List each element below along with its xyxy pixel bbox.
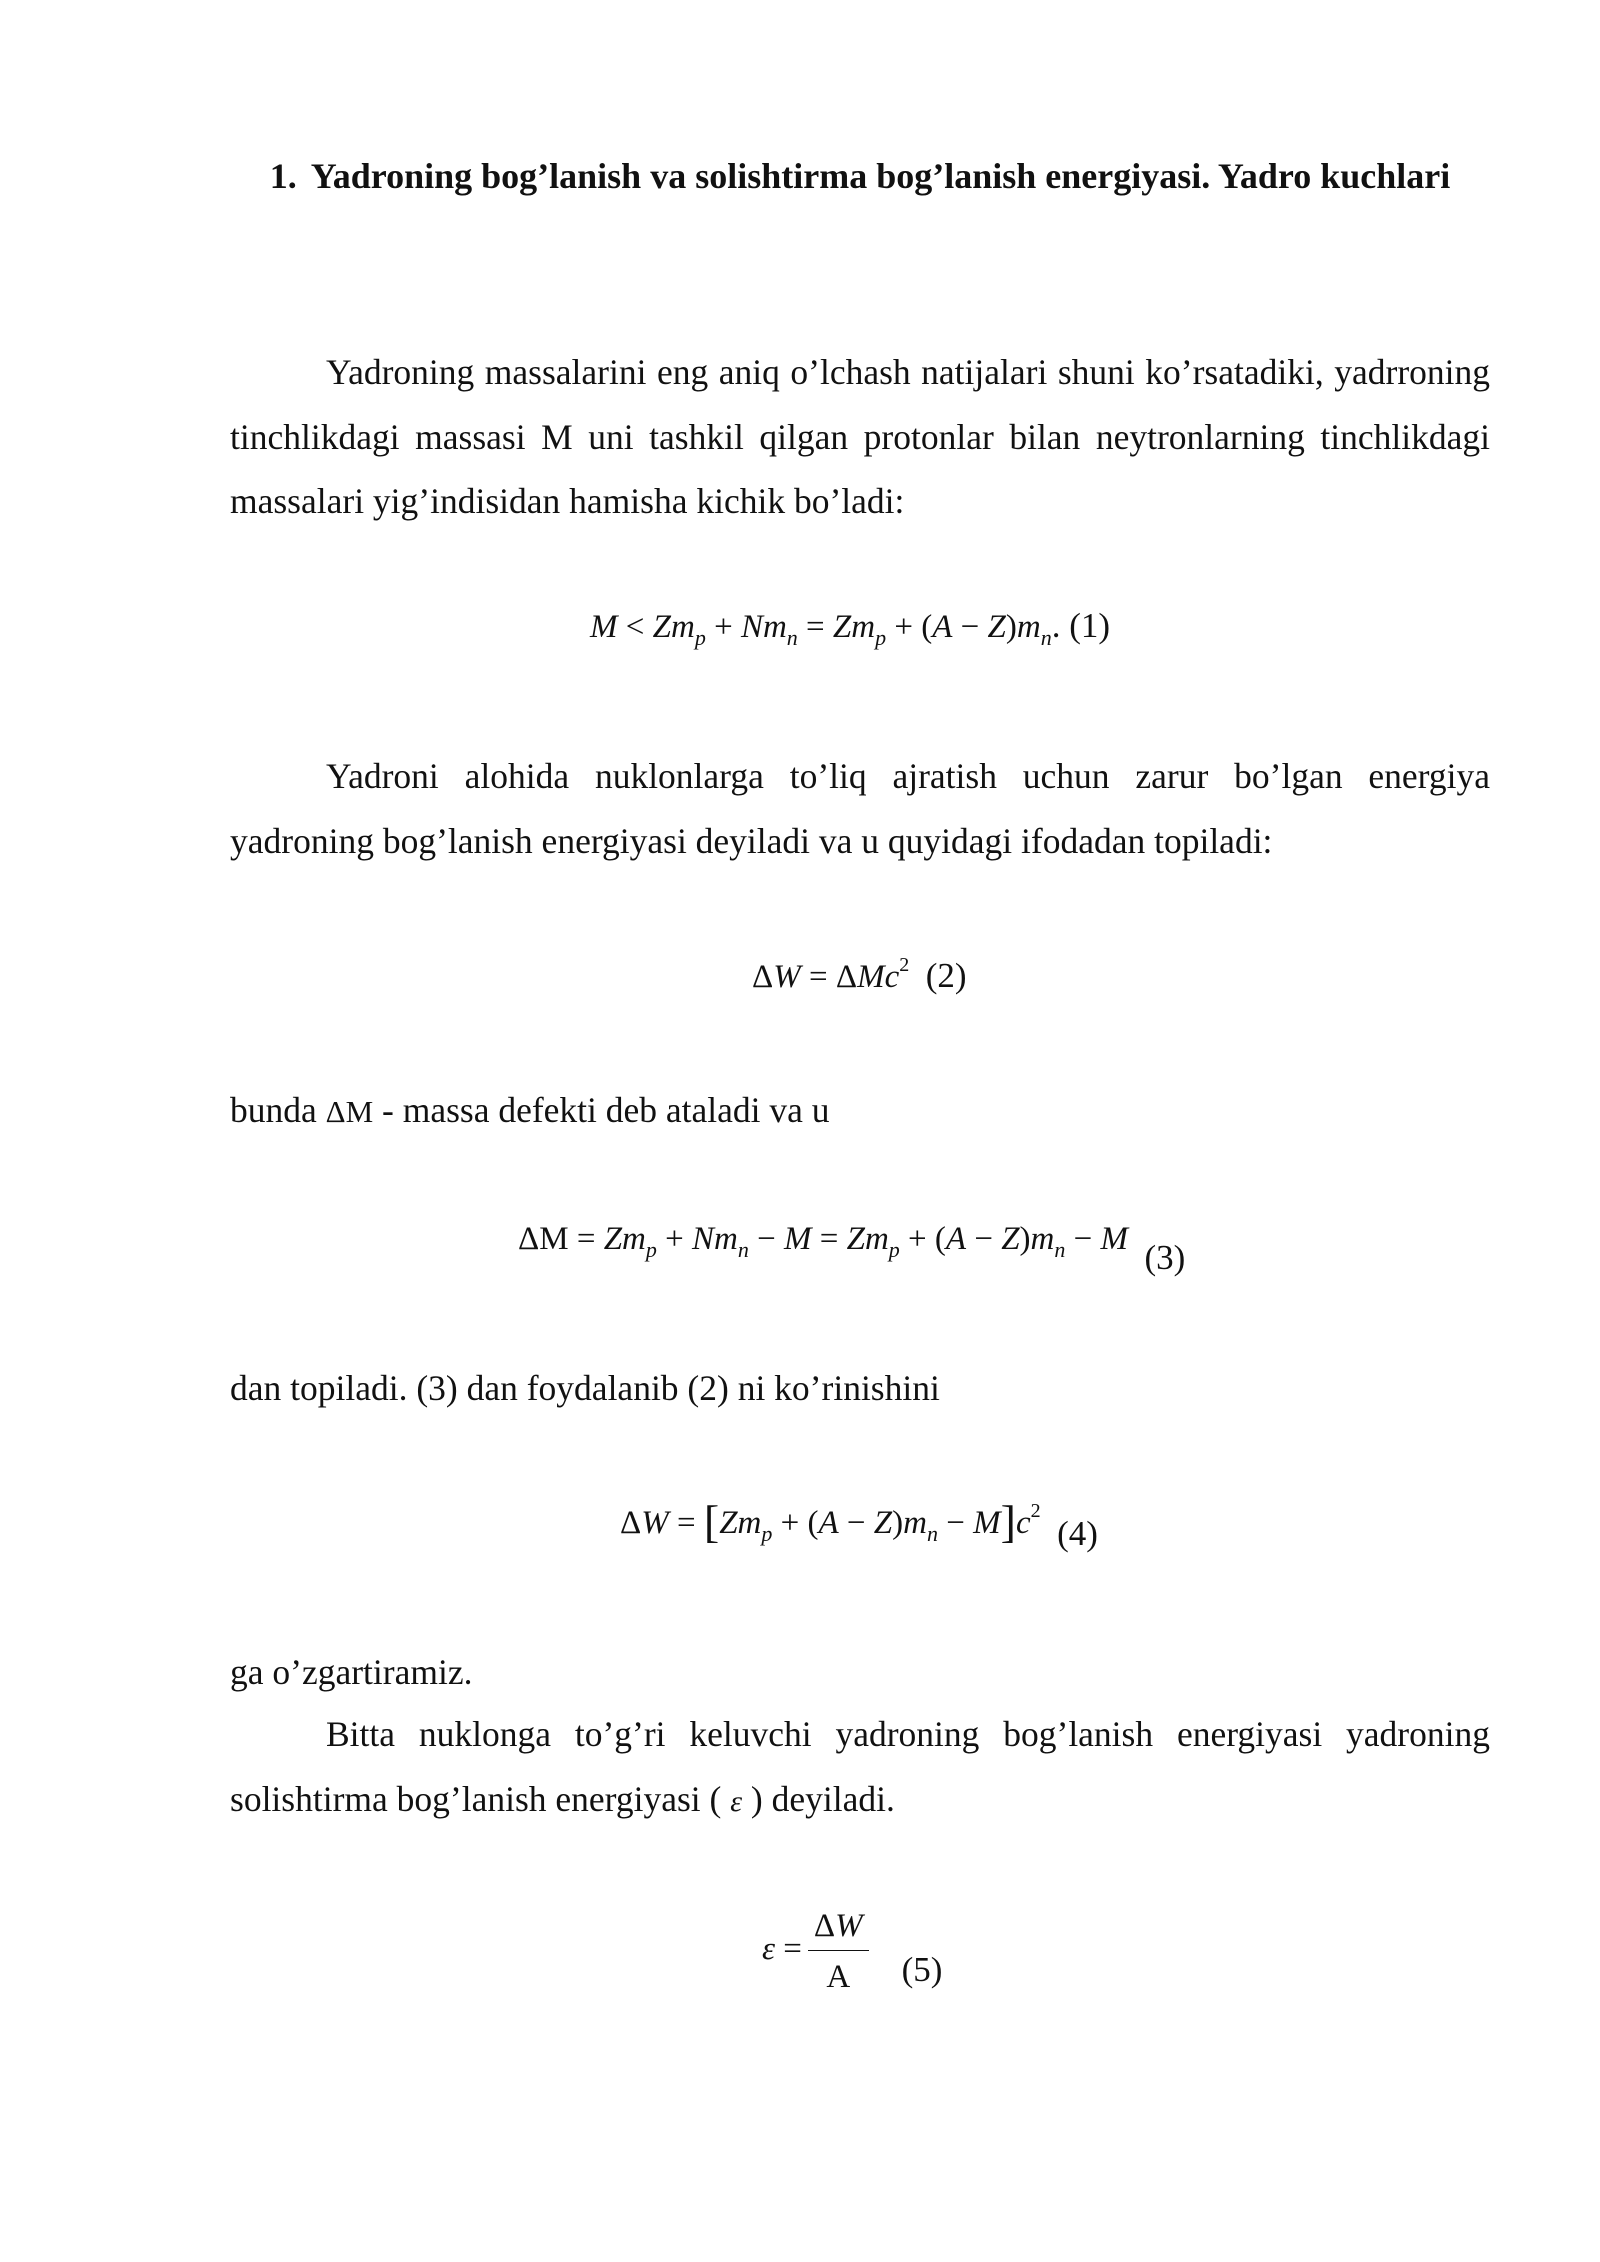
equation-5-number: (5) [901, 1950, 943, 1990]
equation-5: ε = $\frac{\Delta W}{A}$ (5) [762, 1908, 943, 1995]
paragraph-binding-energy: Yadroni alohida nuklonlarga to’liq ajratish uchun zarur bo’lgan energiya yadroning bog’lanish energiyasi deyiladi va u quyidagi ifodadan topiladi: [230, 756, 1490, 861]
line-ga-ozgartiramiz: ga o’zgartiramiz. [230, 1652, 473, 1692]
massa-defekti-text: - massa defekti deb ataladi va u [382, 1090, 830, 1130]
paragraph-mass-defect-intro: Yadroning massalarini eng aniq o’lchash natijalari shuni ko’rsatadiki, yadrroning tinchlikdagi massasi M uni tashkil qilgan protonlar bilan neytronlarning tinchlikdagi massalari yig’indisidan hamisha kichik bo’ladi: [230, 352, 1490, 521]
equation-1: $M < Zm_p + Nm_n = Zm_p + (A - Z)m_n$. (1) [590, 606, 1111, 650]
equation-5-fraction: $\frac{\Delta W}{A}$ [808, 1906, 869, 1997]
delta-m-symbol: ΔM [325, 1094, 374, 1129]
section-title: Yadroning bog’lanish va solishtirma bog’lanish energiyasi. Yadro kuchlari [310, 156, 1451, 196]
equation-4: $\Delta W = [Zm_p + (A - Z)m_n - M]c^2$ (4) [620, 1496, 1098, 1553]
equation-4-number: (4) [1057, 1514, 1098, 1553]
section-number: 1. [269, 156, 297, 196]
bunda-text: bunda [230, 1090, 317, 1130]
epsilon-symbol: ε [730, 1784, 743, 1818]
equation-1-number: (1) [1069, 606, 1111, 645]
equation-2: ΔW = ΔMc$^2$ (2) [752, 954, 967, 995]
section-heading [230, 144, 1490, 208]
paragraph-specific-energy [230, 1702, 1490, 1834]
equation-3-number: (3) [1144, 1238, 1186, 1277]
line-bunda [230, 1078, 830, 1144]
specific-energy-text: Bitta nuklonga to’g’ri keluvchi yadroning bog’lanish energiyasi yadroning solishtirma bog’lanish energiyasi ( [230, 1714, 1490, 1819]
equation-3: $\Delta M = Zm_p + Nm_n - M = Zm_p + (A - Z)m_n - M$ (3) [518, 1221, 1186, 1277]
equation-2-number: (2) [925, 956, 967, 995]
line-dan-topiladi: dan topiladi. (3) dan foydalanib (2) ni ko’rinishini [230, 1368, 940, 1408]
deyiladi-text: ) deyiladi. [750, 1778, 895, 1819]
